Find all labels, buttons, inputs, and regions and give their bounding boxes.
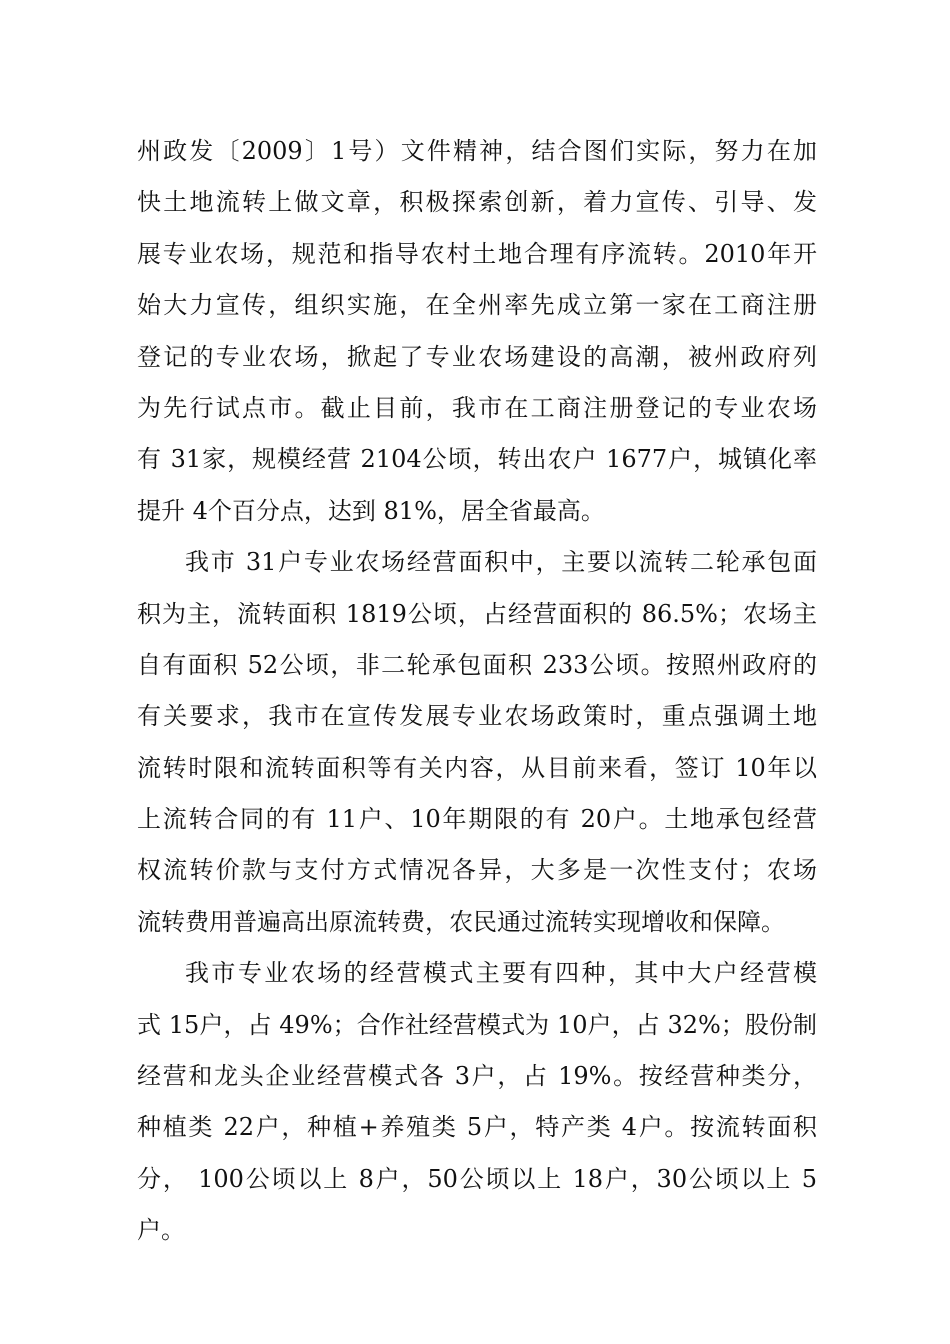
text-line: 权流转价款与支付方式情况各异，大多是一次性支付；农场 — [137, 856, 817, 885]
text-line: 流转费用普遍高出原流转费，农民通过流转实现增收和保障。 — [137, 907, 785, 936]
text-line: 经营和龙头企业经营模式各 3户，占 19%。按经营种类分， — [137, 1062, 817, 1091]
text-line: 我市 31户专业农场经营面积中，主要以流转二轮承包面 — [185, 548, 817, 577]
text-line: 有 31家，规模经营 2104公顷，转出农户 1677户，城镇化率 — [137, 445, 817, 474]
text-line: 有关要求，我市在宣传发展专业农场政策时，重点强调土地 — [137, 702, 817, 731]
document-body — [137, 126, 817, 1257]
paragraph-3 — [137, 948, 817, 1256]
text-line: 积为主，流转面积 1819公顷，占经营面积的 86.5%；农场主 — [137, 599, 817, 628]
text-line: 我市专业农场的经营模式主要有四种，其中大户经营模 — [185, 959, 817, 988]
paragraph-2 — [137, 537, 817, 948]
text-line: 分， 100公顷以上 8户，50公顷以上 18户，30公顷以上 5 — [137, 1164, 817, 1193]
text-line: 州政发〔2009〕1号）文件精神，结合图们实际，努力在加 — [137, 137, 817, 165]
text-line: 流转时限和流转面积等有关内容，从目前来看，签订 10年以 — [137, 753, 817, 782]
text-line: 快土地流转上做文章，积极探索创新，着力宣传、引导、发 — [137, 188, 817, 217]
text-line: 展专业农场，规范和指导农村土地合理有序流转。2010年开 — [137, 239, 817, 268]
text-line: 登记的专业农场，掀起了专业农场建设的高潮，被州政府列 — [137, 342, 817, 371]
paragraph-1 — [137, 126, 817, 537]
text-line: 提升 4个百分点，达到 81%，居全省最高。 — [137, 496, 605, 525]
text-line: 为先行试点市。截止目前，我市在工商注册登记的专业农场 — [137, 393, 817, 422]
text-line: 上流转合同的有 11户、10年期限的有 20户。土地承包经营 — [137, 805, 817, 834]
text-line: 自有面积 52公顷，非二轮承包面积 233公顷。按照州政府的 — [137, 650, 817, 679]
text-line: 始大力宣传，组织实施，在全州率先成立第一家在工商注册 — [137, 291, 817, 320]
text-line: 式 15户，占 49%；合作社经营模式为 10户，占 32%；股份制 — [137, 1010, 817, 1039]
text-line: 种植类 22户，种植+养殖类 5户，特产类 4户。按流转面积 — [137, 1113, 817, 1142]
text-line: 户。 — [137, 1216, 185, 1245]
